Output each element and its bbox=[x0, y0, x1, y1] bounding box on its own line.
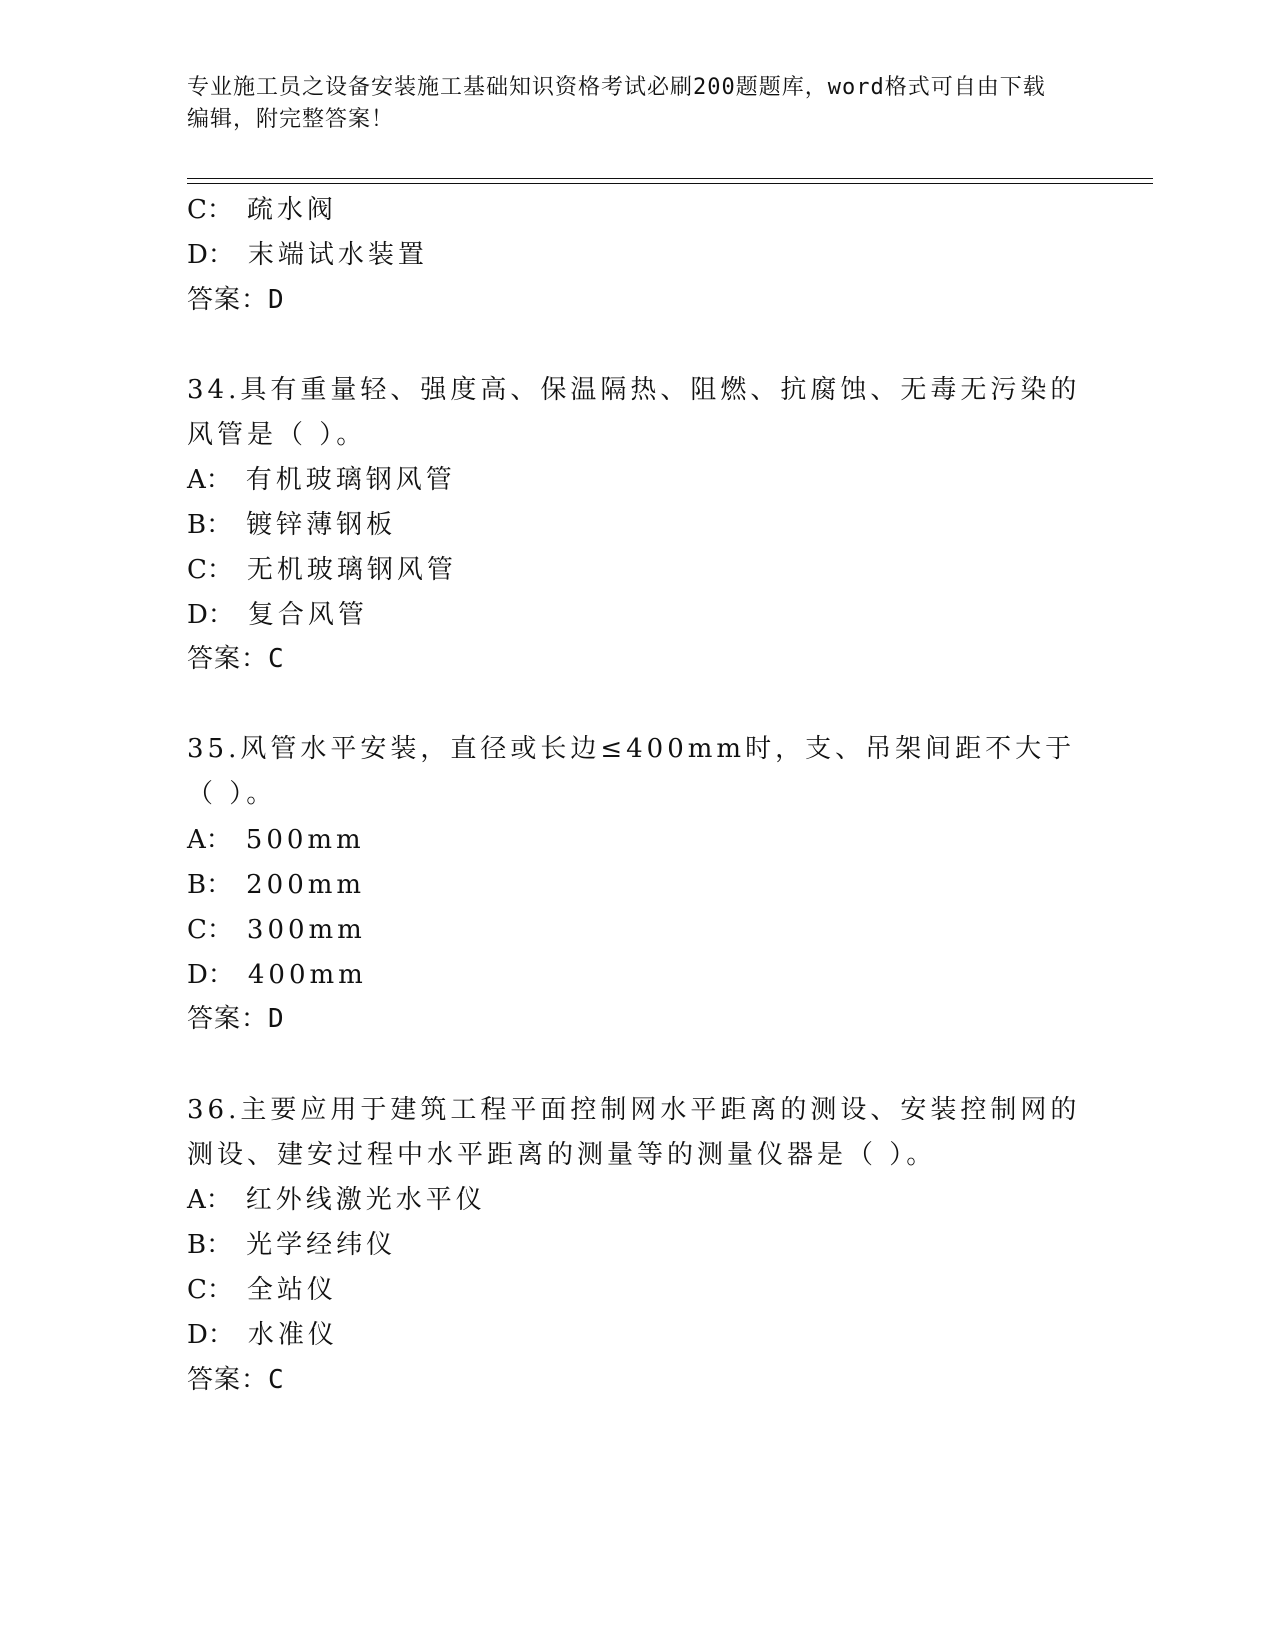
question-36-option-d: D： 水准仪 bbox=[187, 1320, 338, 1350]
question-36-option-b: B： 光学经纬仪 bbox=[187, 1230, 397, 1260]
question-34-answer: 答案：C bbox=[187, 644, 285, 674]
question-36-option-a: A： 红外线激光水平仪 bbox=[187, 1185, 486, 1215]
question-34-option-a: A： 有机玻璃钢风管 bbox=[187, 465, 456, 495]
answer-line: 答案：D bbox=[187, 285, 285, 315]
question-36-text: 36.主要应用于建筑工程平面控制网水平距离的测设、安装控制网的测设、建安过程中水平距离的测量等的测量仪器是（ ）。 bbox=[187, 1095, 1081, 1170]
header-divider-bottom bbox=[187, 183, 1153, 184]
question-35-option-c: C： 300mm bbox=[187, 915, 366, 945]
question-34-option-d: D： 复合风管 bbox=[187, 600, 368, 630]
question-36-answer: 答案：C bbox=[187, 1365, 285, 1395]
question-35-option-a: A： 500mm bbox=[187, 825, 365, 855]
question-35-text: 35.风管水平安装，直径或长边≤400mm时，支、吊架间距不大于（ ）。 bbox=[187, 734, 1076, 809]
question-34-option-b: B： 镀锌薄钢板 bbox=[187, 510, 397, 540]
option-c: C： 疏水阀 bbox=[187, 195, 337, 225]
option-d: D： 末端试水装置 bbox=[187, 240, 428, 270]
question-36-option-c: C： 全站仪 bbox=[187, 1275, 337, 1305]
question-34-option-c: C： 无机玻璃钢风管 bbox=[187, 555, 457, 585]
question-35-answer: 答案：D bbox=[187, 1004, 285, 1034]
header-divider-top bbox=[187, 178, 1153, 179]
question-35-option-b: B： 200mm bbox=[187, 870, 366, 900]
question-35-option-d: D： 400mm bbox=[187, 960, 367, 990]
document-header: 专业施工员之设备安装施工基础知识资格考试必刷200题题库，word格式可自由下载编辑，附完整答案！ bbox=[187, 75, 1046, 132]
question-34-text: 34.具有重量轻、强度高、保温隔热、阻燃、抗腐蚀、无毒无污染的风管是（ ）。 bbox=[187, 375, 1081, 450]
